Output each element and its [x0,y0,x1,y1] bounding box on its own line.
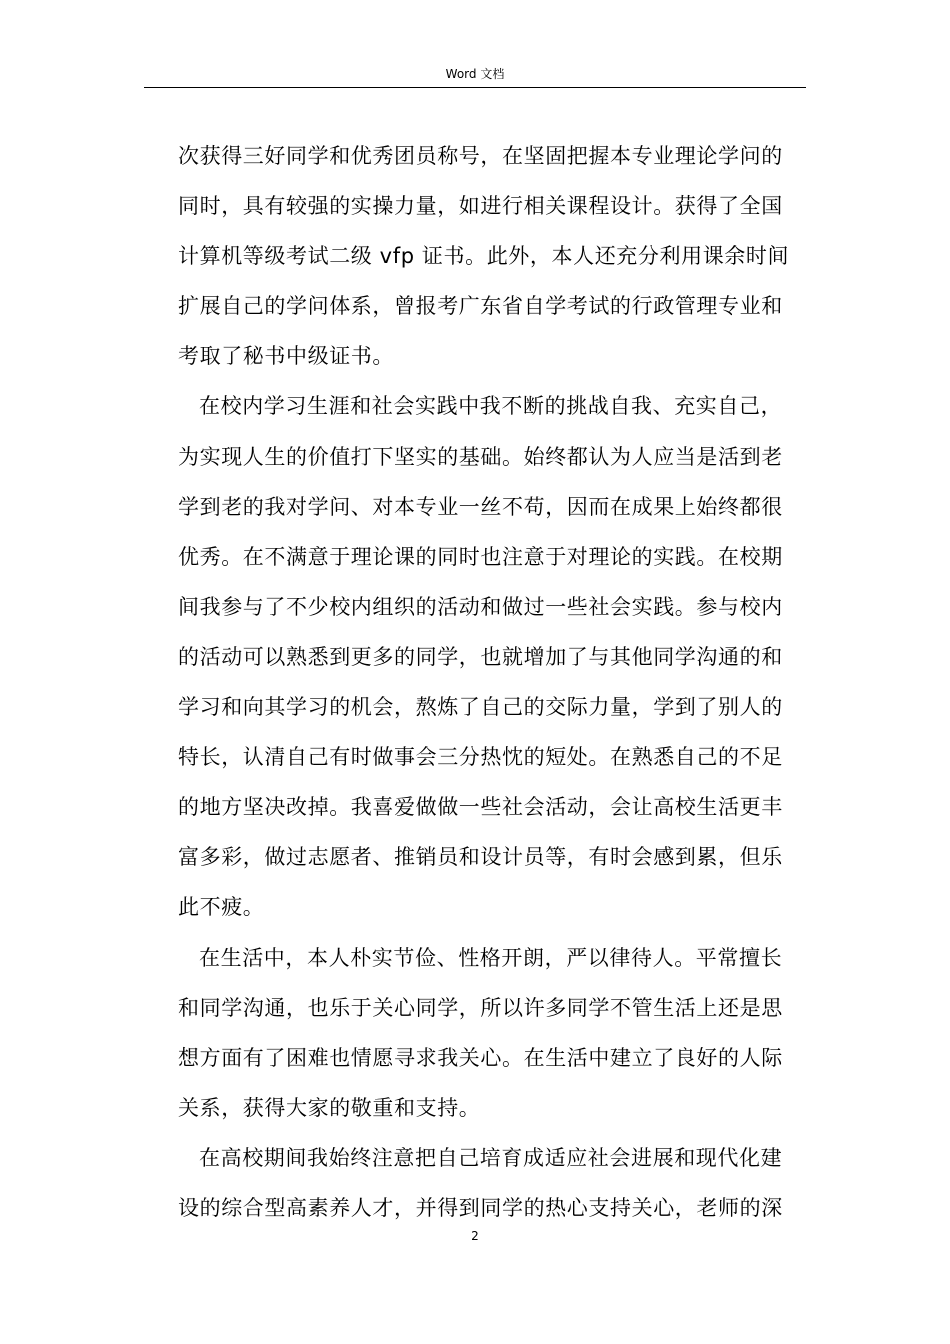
text-line: 为实现人生的价值打下坚实的基础。始终都认为人应当是活到老 [178,444,783,469]
text-line: 关系，获得大家的敬重和支持。 [178,1095,481,1120]
text-line: 间我参与了不少校内组织的活动和做过一些社会实践。参与校内 [178,594,783,619]
text-line: 的活动可以熟悉到更多的同学，也就增加了与其他同学沟通的和 [178,644,783,669]
text-line: 富多彩，做过志愿者、推销员和设计员等，有时会感到累，但乐 [178,845,783,870]
text-line: 和同学沟通，也乐于关心同学，所以许多同学不管生活上还是思 [178,995,783,1020]
page-number: 2 [471,1229,479,1243]
text-line: 设的综合型高素养人才，并得到同学的热心支持关心，老师的深 [178,1195,783,1220]
text-line: 扩展自己的学问体系，曾报考广东省自学考试的行政管理专业和 [178,294,783,319]
header-divider [144,87,806,88]
text-line: 想方面有了困难也情愿寻求我关心。在生活中建立了良好的人际 [178,1045,783,1070]
text-line: 考取了秘书中级证书。 [178,344,394,369]
text-line: 计算机等级考试二级 vfp 证书。此外，本人还充分利用课余时间 [178,244,790,269]
text-line: 次获得三好同学和优秀团员称号，在坚固把握本专业理论学问的 [178,144,783,168]
text-line: 此不疲。 [178,895,265,920]
page-header: Word 文档 [445,67,505,81]
text-line: 优秀。在不满意于理论课的同时也注意于对理论的实践。在校期 [178,544,783,569]
text-line: 学到老的我对学问、对本专业一丝不苟，因而在成果上始终都很 [178,494,783,519]
document-body [178,131,808,1233]
paragraph-start-line: 在高校期间我始终注意把自己培育成适应社会进展和现代化建 [199,1145,783,1170]
paragraph-start-line: 在生活中，本人朴实节俭、性格开朗，严以律待人。平常擅长 [199,945,783,970]
text-line: 特长，认清自己有时做事会三分热忱的短处。在熟悉自己的不足 [178,745,783,770]
text-line: 学习和向其学习的机会，熬炼了自己的交际力量，学到了别人的 [178,695,783,720]
text-line: 的地方坚决改掉。我喜爱做做一些社会活动，会让高校生活更丰 [178,795,783,820]
paragraph-start-line: 在校内学习生涯和社会实践中我不断的挑战自我、充实自己， [199,394,783,419]
text-line: 同时，具有较强的实操力量，如进行相关课程设计。获得了全国 [178,194,783,219]
